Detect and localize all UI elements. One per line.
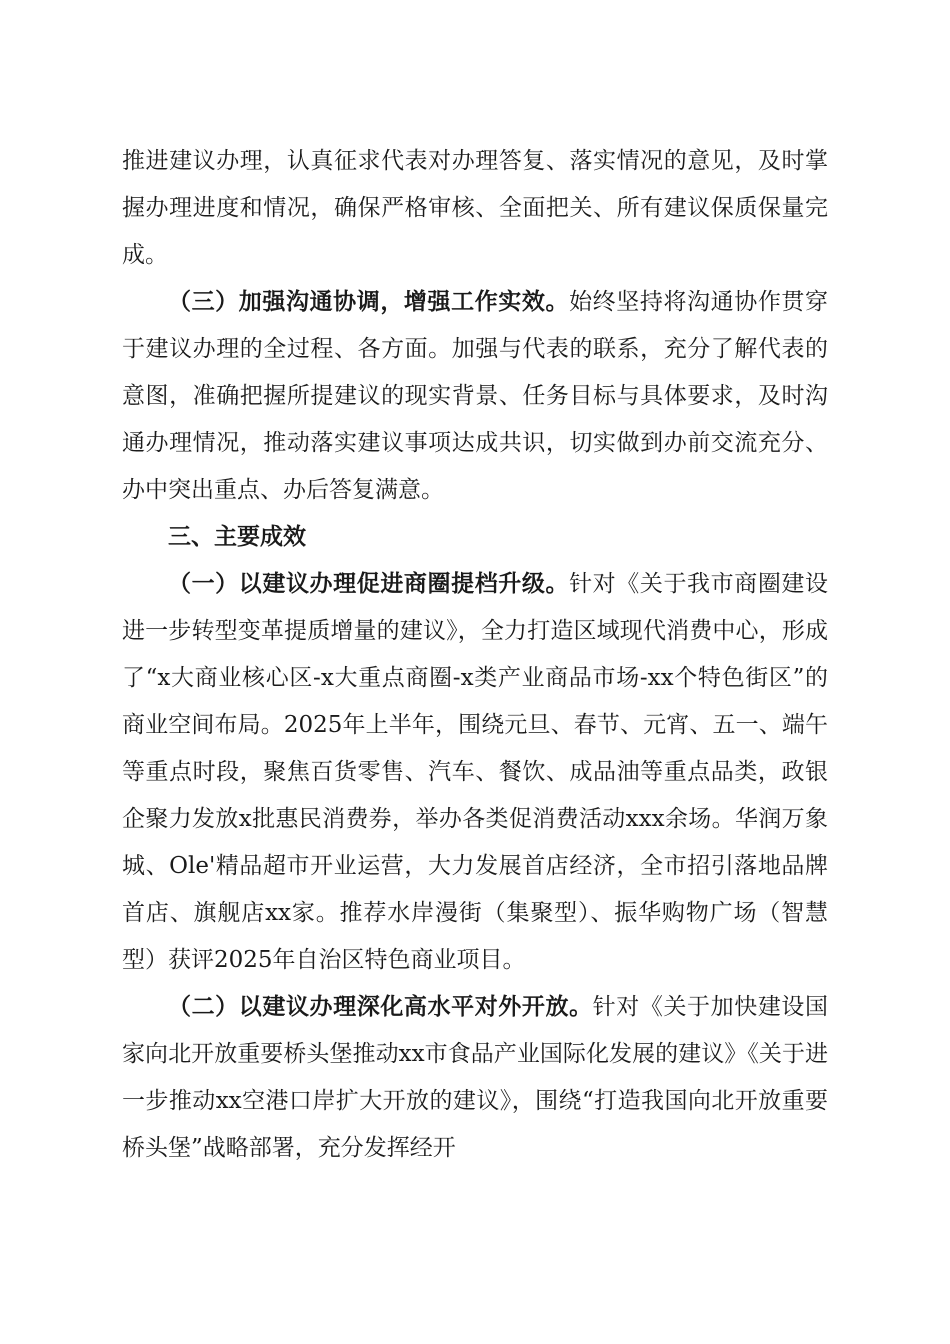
- document-body: [122, 138, 828, 1172]
- paragraph-text: 始终坚持将沟通协作贯穿于建议办理的全过程、各方面。加强与代表的联系，充分了解代表的意图，准确把握所提建议的现实背景、任务目标与具体要求，及时沟通办理情况，推动落实建议事项达成共识，切实做到办前交流充分、办中突出重点、办后答复满意。: [122, 289, 829, 503]
- paragraph-text: 针对《关于我市商圈建设进一步转型变革提质增量的建议》，全力打造区域现代消费中心，形成了“x大商业核心区-x大重点商圈-x类产业商品市场-xx个特色街区”的商业空间布局。2025年上半年，围绕元旦、春节、元宵、五一、端午等重点时段，聚焦百货零售、汽车、餐饮、成品油等重点品类，政银企聚力发放x批惠民消费券，举办各类促消费活动xxx余场。华润万象城、Ole'精品超市开业运营，大力发展首店经济，全市招引落地品牌首店、旗舰店xx家。推荐水岸漫街（集聚型）、振华购物广场（智慧型）获评2025年自治区特色商业项目。: [122, 571, 829, 973]
- paragraph-text: 推进建议办理，认真征求代表对办理答复、落实情况的意见，及时掌握办理进度和情况，确保严格审核、全面把关、所有建议保质保量完成。: [122, 148, 828, 268]
- paragraph-text: 针对《关于加快建设国家向北开放重要桥头堡推动xx市食品产业国际化发展的建议》《关于进一步推动xx空港口岸扩大开放的建议》，围绕“打造我国向北开放重要桥头堡”战略部署，充分发挥经开: [122, 994, 829, 1161]
- paragraph-lead: （三）加强沟通协调，增强工作实效。: [168, 289, 570, 315]
- paragraph-business-district: [122, 561, 828, 984]
- paragraph-lead: （二）以建议办理深化高水平对外开放。: [168, 994, 593, 1020]
- paragraph-continuation: [122, 138, 828, 279]
- paragraph-opening-up: [122, 984, 828, 1172]
- section-heading: 三、主要成效: [168, 524, 306, 550]
- paragraph-lead: （一）以建议办理促进商圈提档升级。: [168, 571, 570, 597]
- paragraph-communication: [122, 279, 828, 514]
